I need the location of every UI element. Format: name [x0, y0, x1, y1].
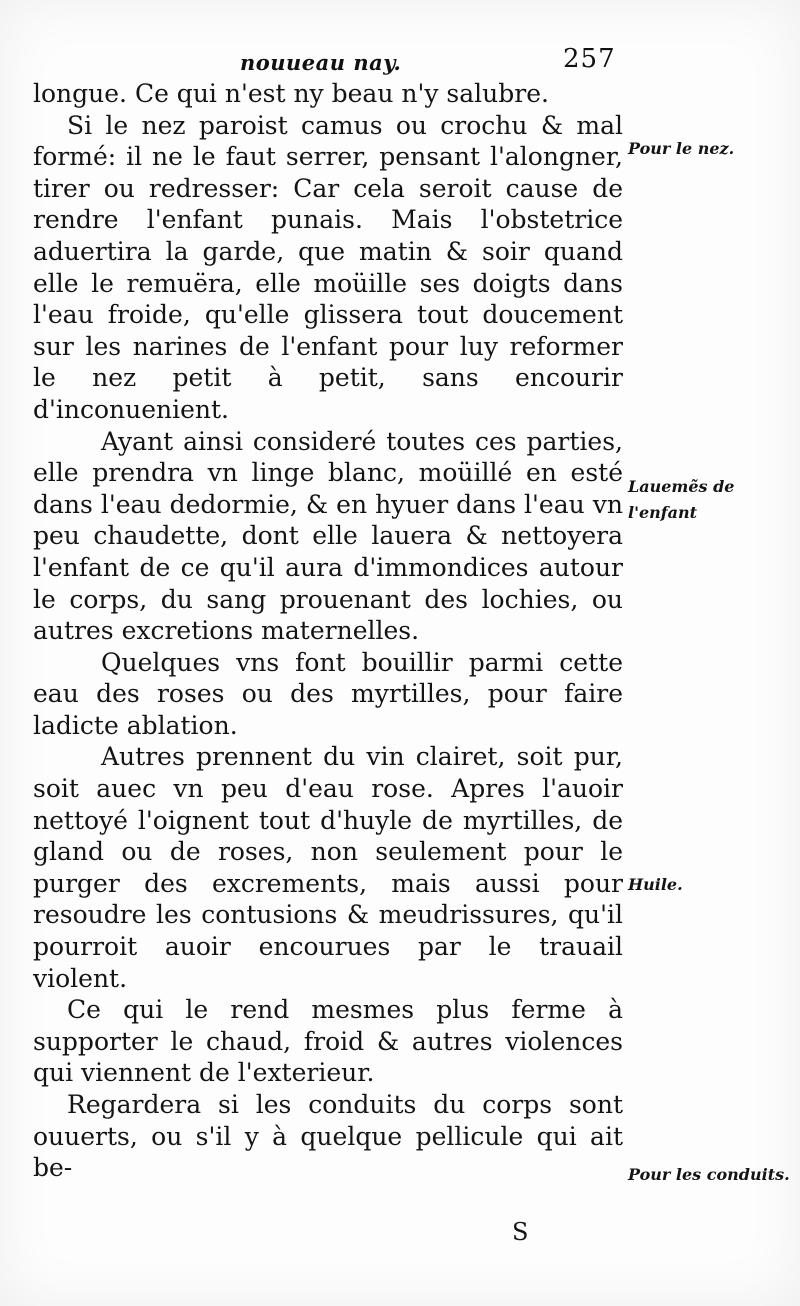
paragraph-6: Ce qui le rend mesmes plus ferme à supporter le chaud, froid & autres violences qui viennent de l'exterieur. [33, 995, 623, 1088]
paragraph-5: Autres prennent du vin clairet, soit pur, soit auec vn peu d'eau rose. Apres l'auoir nettoyé l'oignent tout d'huyle de myrtilles, de gland ou de roses, non seulement pour le purger des excrements, mais aussi pour resoudre les contusions & meudrissures, qu'il pourroit auoir encourues par le trauail violent. [33, 742, 623, 993]
margin-note-nose: Pour le nez. [628, 139, 735, 158]
running-head: nouueau nay. [240, 50, 402, 75]
margin-note-conduits: Pour les conduits. [628, 1165, 790, 1184]
page-number: 257 [563, 44, 616, 74]
paragraph-3: Ayant ainsi consideré toutes ces parties, elle prendra vn linge blanc, moüillé en esté dans l'eau dedormie, & en hyuer dans l'eau vn peu chaudette, dont elle lauera & nettoyera l'enfant de ce qu'il aura d'immondices autour le corps, du sang prouenant des lochies, ou autres excretions maternelles. [33, 426, 623, 646]
paragraph-2: Si le nez paroist camus ou crochu & mal formé: il ne le faut serrer, pensant l'alongner, tirer ou redresser: Car cela seroit cause de rendre l'enfant punais. Mais l'obstetrice aduertira la garde, que matin & soir quand elle le remuëra, elle moüille ses doigts dans l'eau froide, qu'elle glissera tout doucement sur les narines de l'enfant pour luy reformer le nez petit à petit, sans encourir d'inconuenient. [33, 110, 623, 424]
signature-mark: S [512, 1218, 529, 1246]
margin-note-washing: Lauemẽs de l'enfant [628, 477, 735, 522]
paragraph-1: longue. Ce qui n'est ny beau n'y salubre. [33, 79, 549, 108]
paragraph-7: Regardera si les conduits du corps sont ouuerts, ou s'il y à quelque pellicule qui ait be- [33, 1090, 623, 1183]
paragraph-4: Quelques vns font bouillir parmi cette eau des roses ou des myrtilles, pour faire ladicte ablation. [33, 647, 623, 740]
margin-note-oil: Huile. [628, 875, 683, 894]
body-text [33, 78, 623, 1184]
